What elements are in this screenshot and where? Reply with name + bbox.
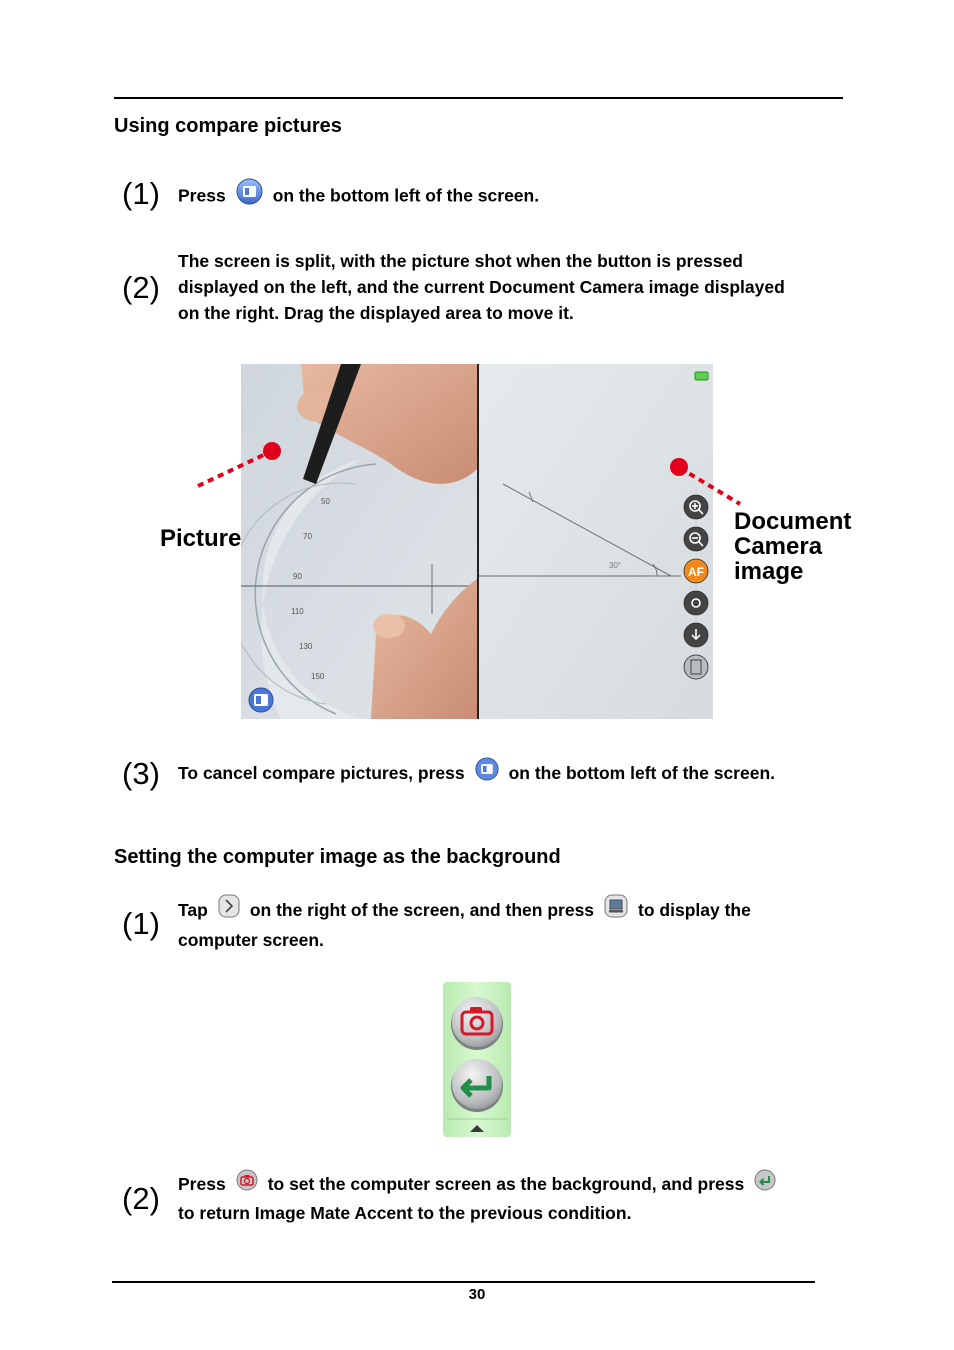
camera-icon (236, 1169, 258, 1198)
step-number: (1) (122, 906, 160, 941)
svg-text:70: 70 (303, 532, 312, 541)
page-number: 30 (468, 1286, 486, 1303)
step-text-part: on the bottom left of the screen. (508, 763, 776, 784)
computer-icon (604, 894, 628, 925)
step-text-part: on the bottom left of the screen. (272, 185, 540, 206)
svg-text:150: 150 (311, 672, 325, 681)
step-text (178, 759, 775, 790)
step-text-part: Tap (178, 900, 208, 921)
callout-line: image (734, 558, 804, 585)
step-text-line (178, 896, 751, 927)
step-text-line: displayed on the left, and the current Document Camera image displayed (178, 277, 785, 297)
step-text-part: To cancel compare pictures, press (178, 763, 465, 784)
step-text-part: to set the computer screen as the background, and press (267, 1174, 745, 1195)
step-text (178, 1171, 786, 1226)
step-text-line: The screen is split, with the picture shot when the button is pressed (178, 251, 743, 271)
step-text-line: on the right. Drag the displayed area to move it. (178, 303, 574, 323)
step-text (178, 896, 751, 953)
compare-icon (475, 757, 499, 788)
svg-text:30°: 30° (609, 561, 622, 570)
callout-line: Camera (734, 533, 823, 560)
svg-text:AF: AF (688, 565, 704, 579)
chevron-right-icon (218, 894, 240, 925)
step-number: (3) (122, 756, 160, 791)
section-heading-compare: Using compare pictures (114, 115, 342, 137)
bottom-rule (112, 1281, 815, 1283)
svg-text:110: 110 (291, 607, 304, 616)
step-text-part: Press (178, 1174, 226, 1195)
return-icon (754, 1169, 776, 1198)
step-text-line (178, 1171, 786, 1200)
step-text-line: to return Image Mate Accent to the previous condition. (178, 1203, 632, 1223)
callout-picture: Picture (160, 525, 242, 552)
section-heading-background: Setting the computer image as the background (114, 846, 561, 868)
callout-document-camera (734, 509, 851, 584)
step-number: (1) (122, 176, 160, 211)
step-text-part: to display the (638, 900, 751, 921)
step-number: (2) (122, 270, 160, 305)
step-number: (2) (122, 1181, 160, 1216)
svg-text:130: 130 (299, 642, 313, 651)
step-text-part: on the right of the screen, and then press (249, 900, 595, 921)
step-text-line: computer screen. (178, 930, 324, 950)
step-text-part: Press (178, 185, 226, 206)
svg-text:90: 90 (293, 572, 302, 581)
callout-line: Document (734, 508, 852, 535)
toolbar-screenshot (443, 982, 511, 1137)
svg-text:50: 50 (321, 497, 330, 506)
